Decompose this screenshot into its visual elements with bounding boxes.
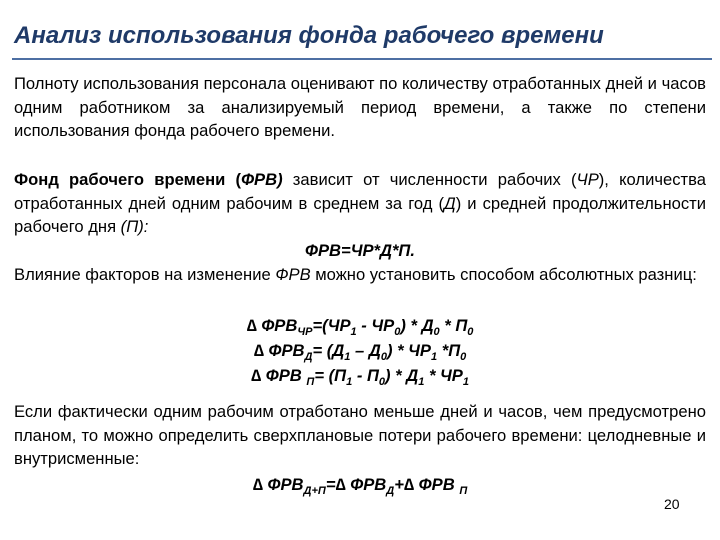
title-divider [12, 58, 712, 60]
text-segment: Влияние факторов на изменение [14, 265, 276, 284]
paragraph-losses: Если фактически одним рабочим отработано меньше дней и часов, чем предусмотрено планом, то можно определить сверхплановые потери рабочего времени: целодневные и внутрисменные: [14, 402, 706, 468]
term-bold: Фонд рабочего времени ( [14, 170, 242, 189]
symbol-p: (П): [120, 217, 149, 236]
page-number: 20 [664, 496, 680, 512]
formula-delta-chr: ∆ $ФРВ_{ЧР}=(ЧР_1 - ЧР_0) * Д_0 * П_0$ [246, 316, 474, 338]
symbol-chr: ЧР [576, 170, 599, 189]
text-segment: зависит от численности рабочих ( [282, 170, 577, 189]
paragraph-factors [14, 263, 706, 287]
formula-delta-d: ∆ $ФРВ_Д= (Д_1 - Д_0) * ЧР_1$ $*П_0$ [253, 341, 467, 363]
text-segment: можно установить способом абсолютных разниц: [310, 265, 697, 284]
term-abbrev: ФРВ) [241, 170, 283, 189]
text-segment: ), количества отработанных дней одним рабочим в среднем за год ( [14, 170, 706, 213]
paragraph-frv-definition [14, 168, 706, 239]
formula-total-losses: ∆ $ФРВ_{Д+П}=\Delta$ $ФРВ_Д+\Delta$ ФРВ $_П$ [252, 475, 468, 497]
symbol-frv: ФРВ [275, 265, 311, 284]
formula-frv: ФРВ=ЧР*Д*П. [305, 241, 415, 260]
slide-title: Анализ использования фонда рабочего времени [14, 22, 604, 49]
text-segment: ) и средней продолжительности рабочего дня [14, 193, 707, 236]
paragraph-intro: Полноту использования персонала оценивают по количеству отработанных дней и часов одним работником за анализируемый период времени, а также по степени использования фонда рабочего времени. [14, 74, 706, 140]
formula-delta-p: ∆ ФРВ $_П= (П_1 - П_0) * Д_1 * ЧР_1$ [251, 366, 469, 388]
symbol-d: Д [444, 193, 456, 213]
